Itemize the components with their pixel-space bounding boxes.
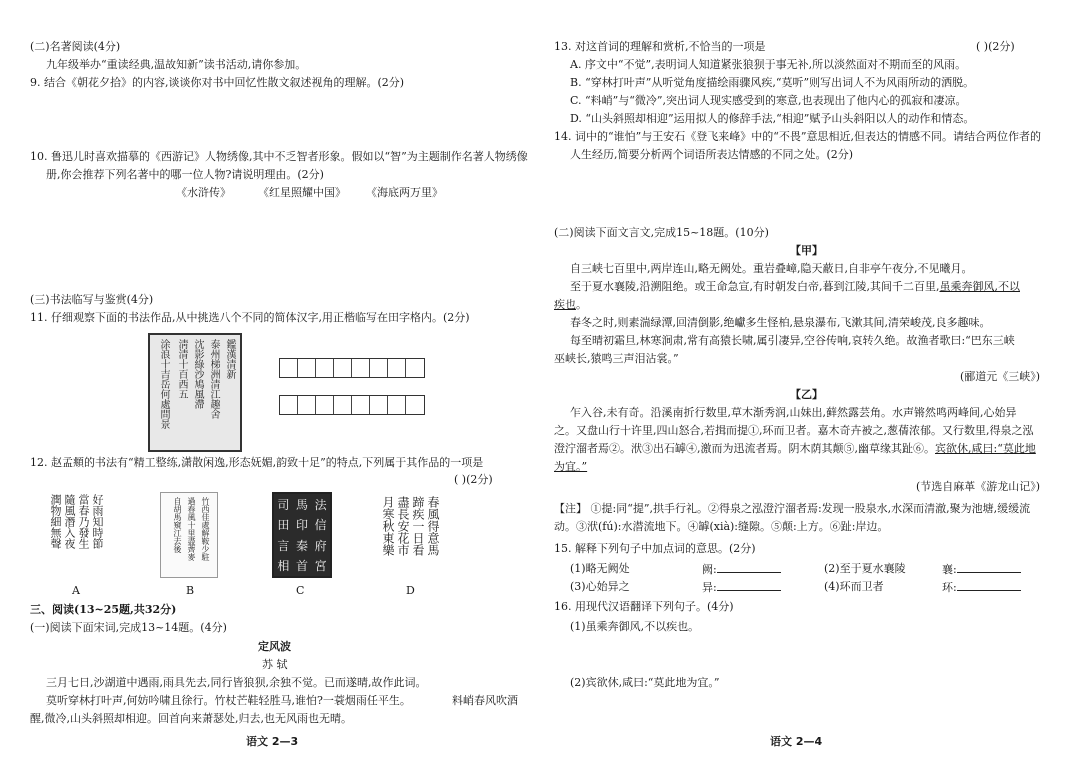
q13-option-c[interactable]: C. “料峭”与“微冷”,突出词人现实感受到的寒意,也表现出了他内心的孤寂和凄凉。 [570, 94, 967, 107]
q15-answer[interactable] [942, 580, 1021, 595]
q15-answer[interactable] [702, 562, 781, 577]
question-9: 9. 结合《朝花夕拾》的内容,谈谈你对书中回忆性散文叙述视角的理解。(2分) [30, 76, 405, 89]
calligraphy-column: 涂浪十吉岳何處問景 [158, 339, 169, 429]
answer-blank[interactable] [957, 580, 1021, 591]
writing-grid-row-1[interactable] [279, 358, 425, 378]
page-number: 语文 2—4 [770, 735, 823, 748]
option-label-c[interactable]: C [296, 584, 305, 597]
grid-cell[interactable] [280, 396, 298, 414]
q15-sentence: (1)略无阙处 [570, 562, 630, 575]
poem-title: 定风波 [258, 640, 291, 653]
yi-paragraph-a: 乍入谷,未有奇。沿溪南折行数里,草木渐秀润,山妹出,藓然露芸角。水声锵然鸣两峰间,心始异 [570, 406, 1017, 419]
calligraphy-column: 春風得意馬 [426, 496, 440, 556]
underlined-sentence: 疾也 [554, 298, 576, 311]
calligraphy-column: 淸清十百西五 [176, 339, 187, 399]
question-10-line2: 册,你会推荐下列名著中的哪一位人物?请说明理由。(2分) [46, 168, 324, 181]
calligraphy-column: 月寒秋東樂 [381, 496, 395, 556]
calligraphy-column: 自胡馬窺江去後 [173, 497, 182, 553]
option-c-artwork [272, 492, 332, 578]
grid-cell[interactable] [370, 396, 388, 414]
yi-paragraph-d [554, 460, 587, 474]
underlined-sentence: 宾欲休,咸曰:“莫此地 [935, 442, 1036, 455]
jia-text: 。 [576, 298, 587, 311]
grid-cell[interactable] [370, 359, 388, 377]
q15-sentence: (2)至于夏水襄陵 [824, 562, 906, 575]
question-15: 15. 解释下列句子中加点词的意思。(2分) [554, 542, 756, 555]
seal-char: 首 [295, 559, 308, 574]
q15-sentence: (3)心始异之 [570, 580, 630, 593]
section-heading-calligraphy: (三)书法临写与鉴赏(4分) [30, 293, 154, 306]
q15-word: 环: [942, 581, 957, 594]
q15-answer[interactable] [702, 580, 781, 595]
jia-source: (郦道元《三峡》) [960, 370, 1041, 383]
q13-option-d[interactable]: D. “山头斜照却相迎”运用拟人的修辞手法,“相迎”赋予山头斜阳以人的动作和情态。 [570, 112, 975, 125]
seal-char: 言 [277, 538, 290, 553]
seal-char: 司 [277, 497, 290, 512]
calligraphy-column: 蹄疾一日看 [411, 496, 425, 556]
q16-sentence-1: (1)虽乘奔御风,不以疾也。 [570, 620, 700, 633]
q13-option-a[interactable]: A. 序文中“不觉”,表明词人知道紧张狼狈于事无补,所以淡然面对不期而至的风雨。 [570, 58, 967, 71]
option-a-artwork [48, 490, 106, 578]
question-12: 12. 赵孟頫的书法有“精工整练,潇散闲逸,形态妩媚,韵致十足”的特点,下列属于其作品的一项是 [30, 456, 484, 469]
text-yi-title: 【乙】 [790, 388, 823, 401]
poem-line-1b: 料峭春风吹酒 [452, 694, 518, 707]
jia-paragraph-1: 自三峡七百里中,两岸连山,略无阙处。重岩叠嶂,隐天蔽日,自非亭午夜分,不见曦月。 [570, 262, 973, 275]
poem-line-1: 莫听穿林打叶声,何妨吟啸且徐行。竹杖芒鞋轻胜马,谁怕?一蓑烟雨任平生。 [46, 694, 411, 707]
grid-cell[interactable] [334, 359, 352, 377]
q15-word: 阙: [702, 563, 717, 576]
calligraphy-column: 潤物細無聲 [49, 494, 62, 549]
jia-text: 至于夏水襄陵,沿溯阻绝。或王命急宣,有时朝发白帝,暮到江陵,其间千二百里, [570, 280, 940, 293]
calligraphy-column: 泰州梯洲清江趣舍 [208, 339, 219, 419]
q15-answer[interactable] [942, 562, 1021, 577]
grid-cell[interactable] [280, 359, 298, 377]
reading-intro: 九年级举办“重读经典,温故知新”读书活动,请你参加。 [46, 58, 307, 71]
underlined-sentence: 为宜。” [554, 460, 588, 473]
calligraphy-column: 沈影綠沙鳩風滯 [192, 339, 203, 409]
option-label-d[interactable]: D [406, 584, 415, 597]
jia-paragraph-4a: 每至晴初霜旦,林寒涧肃,常有高猿长啸,属引凄异,空谷传响,哀转久绝。故渔者歌曰:“巴东三峡 [570, 334, 1015, 347]
option-label-a[interactable]: A [72, 584, 80, 597]
section-heading-reading-classics: (二)名著阅读(4分) [30, 40, 121, 53]
poem-author: 苏 轼 [262, 658, 288, 671]
writing-grid-row-2[interactable] [279, 395, 425, 415]
option-d-artwork [380, 492, 442, 576]
underlined-sentence: 虽乘奔御风,不以 [939, 280, 1020, 293]
grid-cell[interactable] [352, 396, 370, 414]
notes-line-1: 【注】 ①提:同“提”,拱手行礼。②得泉之泓澄泞溜者焉:发现一股泉水,水深而清澈,聚为池塘,缓缓流 [554, 502, 1031, 515]
calligraphy-column: 隨風潛入夜 [63, 494, 76, 549]
question-10-line1: 10. 鲁迅儿时喜欢描摹的《西游记》人物绣像,其中不乏智者形象。假如以“智”为主题制作名著人物绣像 [30, 150, 528, 163]
calligraphy-column: 當春乃發生 [77, 494, 90, 549]
calligraphy-column: 盡長安花市 [396, 496, 410, 556]
seal-char: 宮 [314, 559, 327, 574]
page-number: 语文 2—3 [246, 735, 299, 748]
grid-cell[interactable] [316, 359, 334, 377]
q16-sentence-2: (2)宾欲休,咸曰:“莫此地为宜。” [570, 676, 720, 689]
notes-line-2: 动。③洑(fú):水潜流地下。④罅(xià):缝隙。⑤颠:上方。⑥趾:岸边。 [554, 520, 889, 533]
yi-text: 澄泞溜者焉②。洑③出石罅④,激而为迅流者焉。阴木荫其颠⑤,幽草缘其趾⑥。 [554, 442, 935, 455]
jia-paragraph-3: 春冬之时,则素湍绿潭,回清倒影,绝巘多生怪柏,悬泉瀑布,飞漱其间,清荣峻茂,良多趣味。 [570, 316, 991, 329]
seal-char: 信 [314, 518, 327, 533]
seal-char: 印 [295, 518, 308, 533]
question-16: 16. 用现代汉语翻译下列句子。(4分) [554, 600, 734, 613]
question-14-line1: 14. 词中的“谁怕”与王安石《登飞来峰》中的“不畏”意思相近,但表达的情感不同。请结合两位作者的 [554, 130, 1041, 143]
yi-paragraph-b: 之。又盘山行十许里,四山怒合,若揖而提①,环而卫者。嘉木奇卉被之,葱蒨浓郁。又行数里,得泉之泓 [554, 424, 1034, 437]
seal-char: 馬 [295, 497, 308, 512]
reading-part1-heading: (一)阅读下面宋词,完成13~14题。(4分) [30, 621, 227, 634]
seal-char: 法 [314, 497, 327, 512]
grid-cell[interactable] [334, 396, 352, 414]
jia-paragraph-2b [554, 298, 587, 312]
q15-word: 襄: [942, 563, 957, 576]
question-11: 11. 仔细观察下面的书法作品,从中挑选八个不同的简体汉字,用正楷临写在田字格内。(2分) [30, 311, 470, 324]
book-option-3: 《海底两万里》 [366, 186, 443, 199]
calligraphy-column: 鑑漢清新 [224, 339, 235, 379]
q15-sentence: (4)环而卫者 [824, 580, 884, 593]
text-jia-title: 【甲】 [790, 244, 823, 257]
book-option-2: 《红星照耀中国》 [258, 186, 346, 199]
grid-cell[interactable] [316, 396, 334, 414]
seal-char: 相 [277, 559, 290, 574]
grid-cell[interactable] [388, 359, 406, 377]
classical-section-heading: (二)阅读下面文言文,完成15~18题。(10分) [554, 226, 769, 239]
answer-blank[interactable] [717, 562, 781, 573]
seal-char: 秦 [295, 538, 308, 553]
grid-cell[interactable] [298, 396, 316, 414]
jia-paragraph-4b: 巫峡长,猿鸣三声泪沾裳。” [554, 352, 679, 365]
seal-char: 府 [314, 538, 327, 553]
calligraphy-column: 竹西佳處解鞍少駐 [201, 497, 210, 561]
section-heading-reading: 三、阅读(13~25题,共32分) [30, 603, 177, 616]
question-14-line2: 人生经历,简要分析两个词语所表达情感的不同之处。(2分) [570, 148, 854, 161]
right-page [540, 0, 1080, 764]
answer-blank[interactable] [717, 580, 781, 591]
calligraphy-column: 好雨知時節 [91, 494, 104, 549]
jia-paragraph-2a [570, 280, 1020, 294]
grid-cell[interactable] [298, 359, 316, 377]
answer-blank[interactable] [957, 562, 1021, 573]
question-12-answer-paren: ( )(2分) [454, 473, 493, 486]
question-13: 13. 对这首词的理解和赏析,不恰当的一项是 [554, 40, 766, 53]
option-label-b[interactable]: B [186, 584, 195, 597]
q13-option-b[interactable]: B. “穿林打叶声”从听觉角度描绘雨骤风疾,“莫听”则写出词人不为风雨所动的洒脱。 [570, 76, 975, 89]
option-b-artwork [160, 492, 218, 578]
calligraphy-column: 過春風十里盡薺麥 [187, 497, 196, 561]
calligraphy-artwork [148, 333, 242, 452]
grid-cell[interactable] [406, 396, 424, 414]
yi-paragraph-c [554, 442, 1036, 456]
poem-preface: 三月七日,沙湖道中遇雨,雨具先去,同行皆狼狈,余独不觉。已而遂晴,故作此词。 [46, 676, 427, 689]
seal-char: 田 [277, 518, 290, 533]
grid-cell[interactable] [352, 359, 370, 377]
grid-cell[interactable] [388, 396, 406, 414]
q15-word: 异: [702, 581, 717, 594]
question-13-answer-paren: ( )(2分) [976, 40, 1015, 53]
book-option-1: 《水浒传》 [176, 186, 231, 199]
yi-source: (节选自麻革《游龙山记》) [916, 480, 1041, 493]
poem-line-2: 醒,微冷,山头斜照却相迎。回首向来萧瑟处,归去,也无风雨也无晴。 [30, 712, 352, 725]
grid-cell[interactable] [406, 359, 424, 377]
